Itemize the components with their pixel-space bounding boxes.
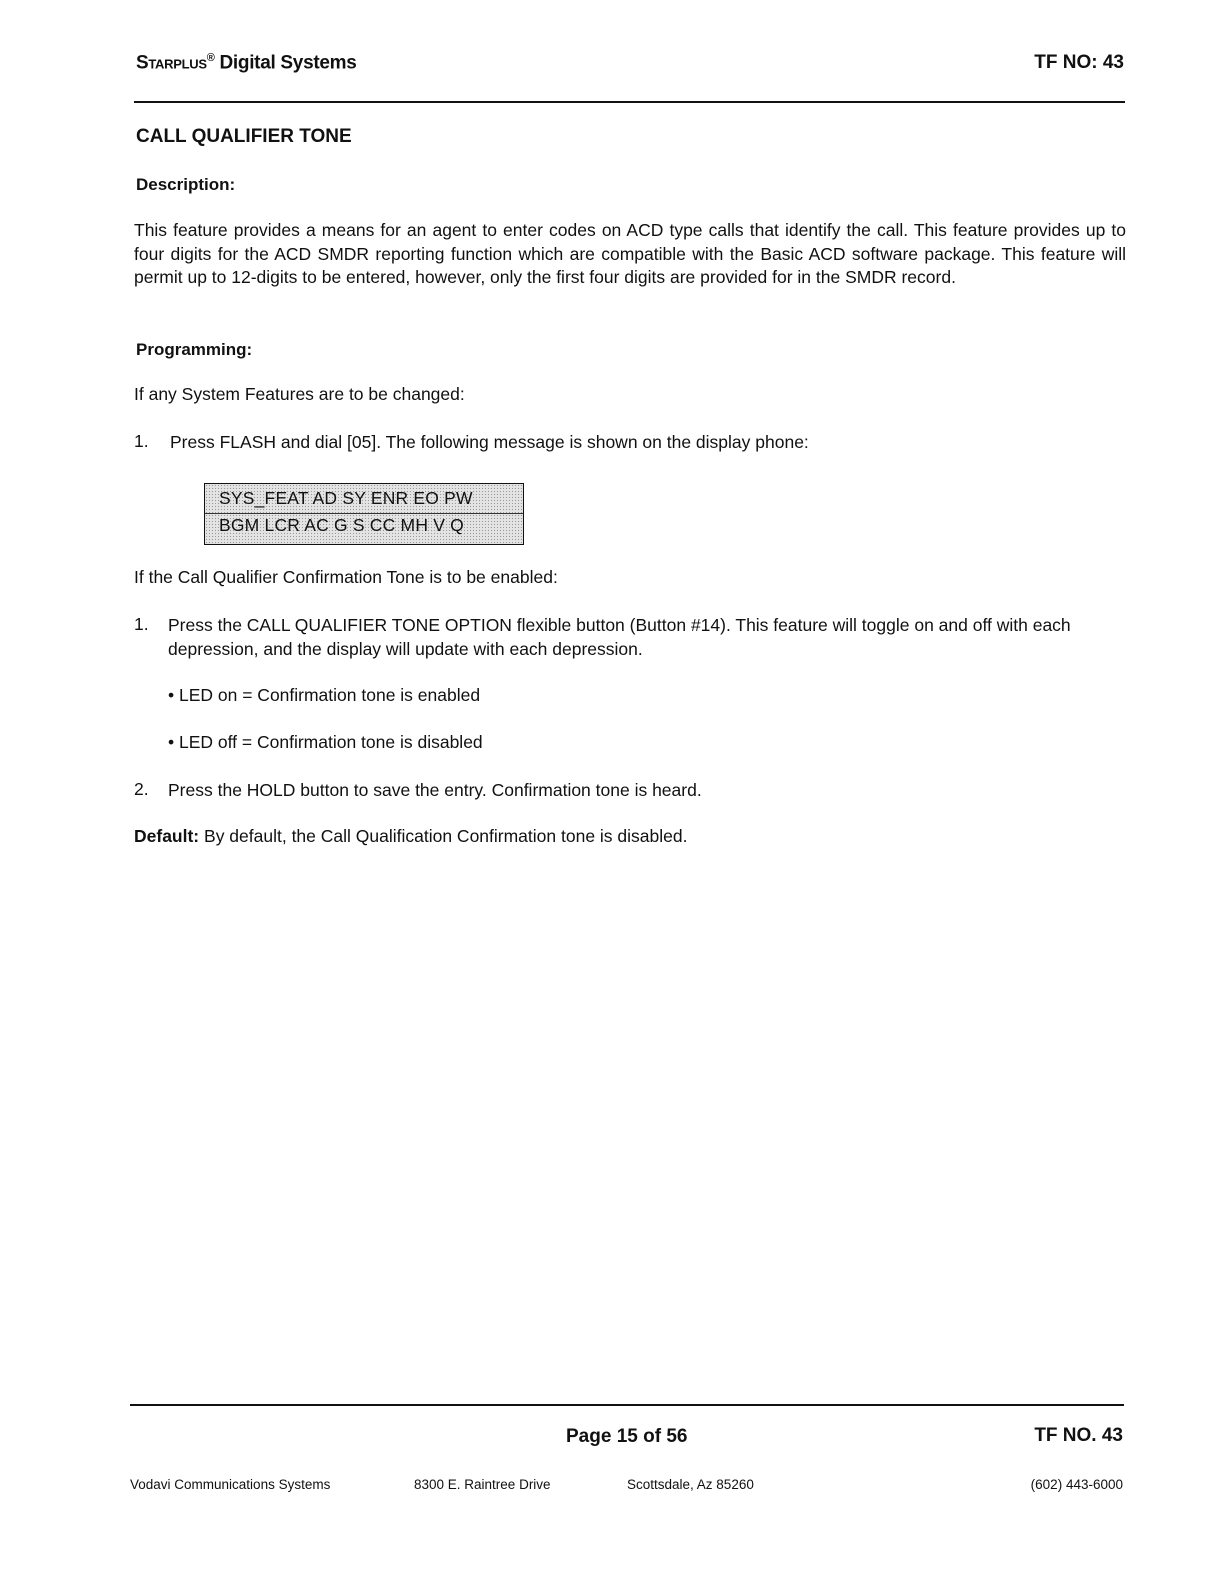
bullet-led-on: • LED on = Confirmation tone is enabled	[168, 685, 481, 705]
description-text: This feature provides a means for an agent to enter codes on ACD type calls that identify the call. This feature provides up to four digits for the ACD SMDR reporting function which are compatible with the Basic ACD software package. This feature will permit up to 12-digits to be entered, however, only the first four digits are provided for in the SMDR record.	[134, 220, 1126, 287]
footer-phone: (602) 443-6000	[1030, 1477, 1123, 1492]
footer-address: 8300 E. Raintree Drive	[414, 1477, 551, 1492]
programming-intro: If any System Features are to be changed:	[134, 384, 465, 404]
header-tf-number: TF NO: 43	[1034, 52, 1124, 73]
section-title: CALL QUALIFIER TONE	[136, 126, 352, 147]
default-label: Default:	[134, 826, 200, 846]
phone-display-panel	[204, 483, 524, 545]
default-text: By default, the Call Qualification Confirmation tone is disabled.	[204, 826, 688, 846]
footer-divider	[130, 1404, 1124, 1406]
description-heading: Description:	[136, 175, 236, 194]
display-line-1: SYS_FEAT AD SY ENR EO PW	[219, 488, 473, 508]
header-brand	[136, 52, 357, 74]
brand-name: Starplus	[136, 52, 207, 74]
footer-company: Vodavi Communications Systems	[130, 1477, 331, 1492]
step-number: 1.	[134, 431, 149, 451]
step-text: Press the HOLD button to save the entry. Confirmation tone is heard.	[168, 780, 702, 800]
step-number: 2.	[134, 779, 149, 799]
default-note	[134, 826, 687, 847]
step-number: 1.	[134, 614, 149, 634]
display-line-2: BGM LCR AC G S CC MH V Q	[219, 515, 464, 535]
step-text: Press FLASH and dial [05]. The following message is shown on the display phone:	[170, 432, 809, 452]
display-divider	[205, 513, 523, 514]
page-number: Page 15 of 56	[566, 1426, 688, 1447]
footer-tf-number: TF NO. 43	[1034, 1425, 1123, 1446]
footer-city: Scottsdale, Az 85260	[627, 1477, 754, 1492]
registered-mark: ®	[206, 52, 215, 64]
programming-heading: Programming:	[136, 340, 253, 359]
bullet-led-off: • LED off = Confirmation tone is disabled	[168, 732, 483, 752]
step-text: Press the CALL QUALIFIER TONE OPTION flexible button (Button #14). This feature will toggle on and off with each depression, and the display will update with each depression.	[168, 615, 1071, 659]
header-divider	[134, 101, 1125, 103]
brand-suffix: Digital Systems	[219, 52, 357, 74]
enable-intro: If the Call Qualifier Confirmation Tone is to be enabled:	[134, 567, 558, 587]
